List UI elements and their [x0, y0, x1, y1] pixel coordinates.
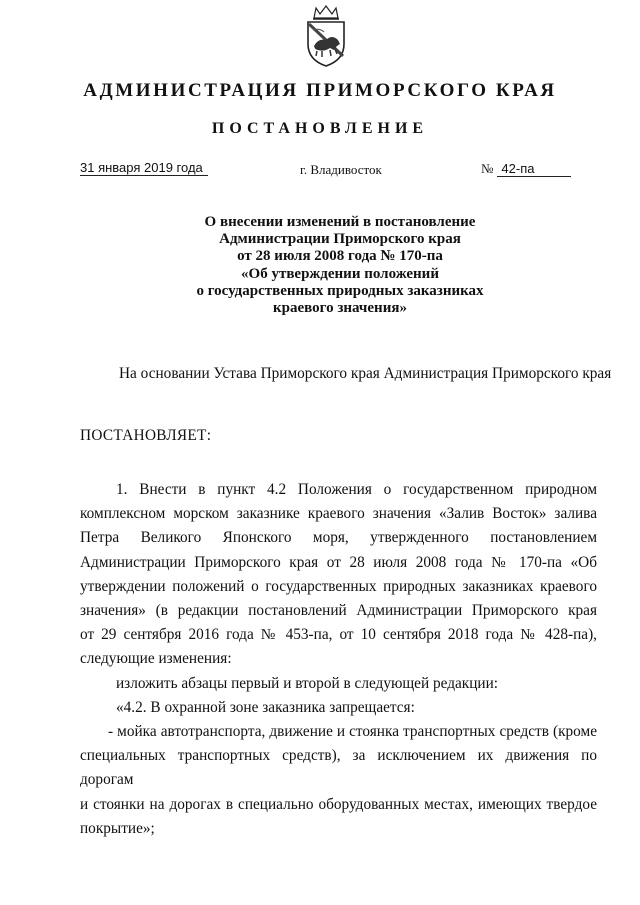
- document-number: [481, 160, 569, 178]
- subject-line: краевого значения»: [273, 300, 407, 317]
- number-value: 42-па: [497, 161, 571, 177]
- instruction-paragraph: изложить абзацы первый и второй в следующей редакции:: [116, 674, 499, 692]
- item-1-line: от 29 сентября 2016 года № 453-па, от 10 сентября 2018 года № 428-па),: [80, 626, 597, 644]
- primorsky-coat-of-arms-icon: [300, 4, 352, 68]
- bullet-line: и стоянки на дорогах в специально оборудованных местах, имеющих твердое: [80, 795, 597, 813]
- item-1-line: 1. Внести в пункт 4.2 Положения о государственном природном: [116, 481, 597, 498]
- item-1-line: утверждении положений о государственных природных заказниках краевого: [80, 577, 597, 595]
- bullet-line: специальных транспортных средств), за исключением их движения по дорогам: [80, 747, 597, 789]
- bullet-line: - мойка автотранспорта, движение и стоянка транспортных средств (кроме: [108, 723, 597, 741]
- item-1-line: Петра Великого Японского моря, утвержденного постановлением: [80, 529, 597, 547]
- document-subject: [120, 214, 560, 317]
- document-type: ПОСТАНОВЛЕНИЕ: [211, 120, 429, 137]
- subject-line: Администрации Приморского края: [219, 231, 461, 248]
- bullet-line: покрытие»;: [80, 819, 155, 837]
- number-sign: №: [481, 161, 494, 176]
- subject-line: о государственных природных заказниках: [196, 282, 484, 299]
- organization-title: АДМИНИСТРАЦИЯ ПРИМОРСКОГО КРАЯ: [83, 80, 557, 101]
- item-1-line: значения» (в редакции постановлений Администрации Приморского края: [80, 602, 597, 620]
- item-1-line: комплексном морском заказнике краевого значения «Залив Восток» залива: [80, 505, 597, 523]
- document-city: г. Владивосток: [300, 162, 382, 177]
- legal-basis: На основании Устава Приморского края Администрация Приморского края: [119, 365, 612, 382]
- subject-line: О внесении изменений в постановление: [204, 214, 476, 230]
- item-1-line: Администрации Приморского края от 28 июля 2008 года № 170-па «Об: [80, 553, 597, 571]
- document-body: [80, 478, 597, 841]
- resolves-heading: ПОСТАНОВЛЯЕТ:: [80, 427, 212, 444]
- item-1-line: следующие изменения:: [80, 650, 232, 668]
- document-date: 31 января 2019 года: [80, 160, 208, 176]
- quote-heading: «4.2. В охранной зоне заказника запрещается:: [116, 698, 415, 716]
- subject-line: от 28 июля 2008 года № 170-па: [237, 248, 443, 265]
- subject-line: «Об утверждении положений: [241, 265, 439, 282]
